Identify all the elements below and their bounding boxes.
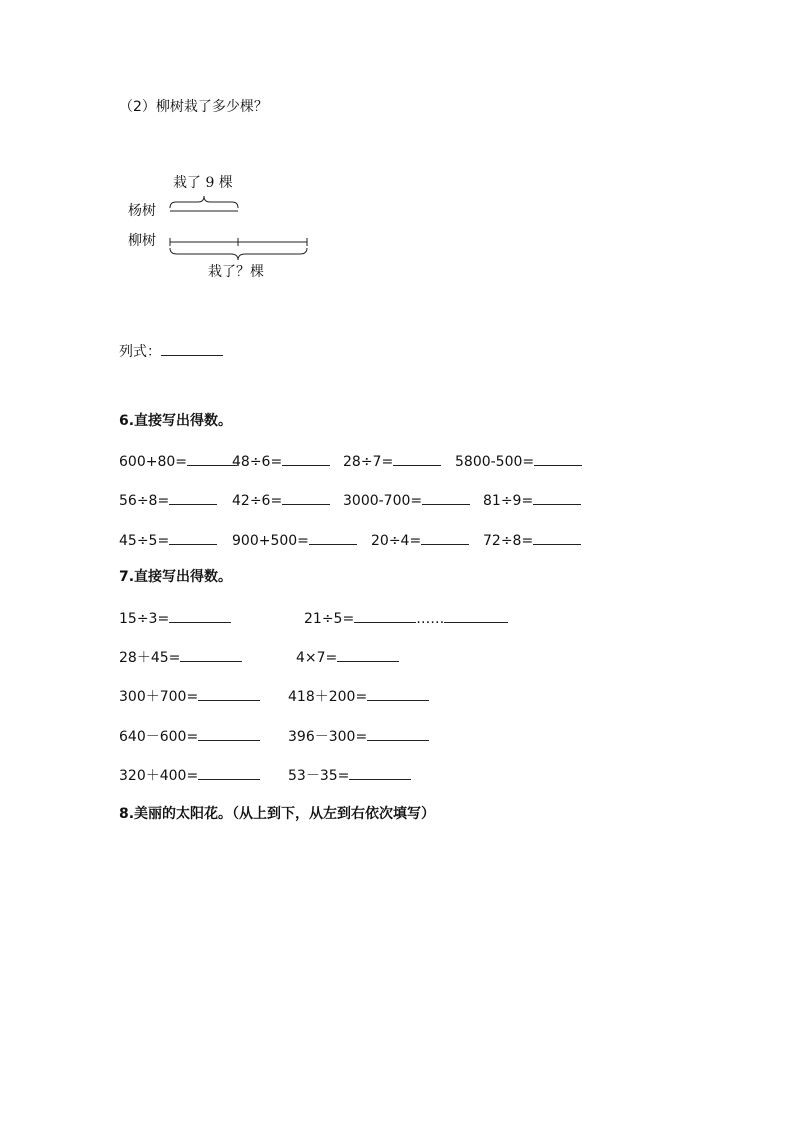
answer-blank[interactable] <box>309 530 357 545</box>
q7-item: 21÷5= …… <box>304 608 508 628</box>
q6-item: 42÷6= <box>232 490 330 510</box>
q7-item: 4×7= <box>296 647 399 667</box>
q6-item: 3000-700= <box>343 490 470 510</box>
answer-blank[interactable] <box>282 490 330 505</box>
diagram-bottom-label: 栽了？棵 <box>208 264 264 280</box>
remainder-separator: …… <box>416 611 445 627</box>
answer-blank[interactable] <box>169 490 217 505</box>
answer-blank[interactable] <box>187 451 237 466</box>
answer-blank[interactable] <box>533 530 581 545</box>
answer-blank[interactable] <box>367 726 429 741</box>
q8-title: 8.美丽的太阳花。（从上到下，从左到右依次填写） <box>119 806 436 822</box>
answer-blank[interactable] <box>169 530 217 545</box>
answer-blank[interactable] <box>180 647 242 662</box>
q7-item: 53－35= <box>288 765 411 785</box>
q6-item: 5800-500= <box>455 451 582 471</box>
diagram-top-label: 栽了 9 棵 <box>173 175 233 191</box>
q7-item: 320＋400= <box>119 765 260 785</box>
answer-blank[interactable] <box>198 726 260 741</box>
q6-title: 6.直接写出得数。 <box>119 413 233 429</box>
q6-item: 56÷8= <box>119 490 217 510</box>
answer-blank[interactable] <box>198 765 260 780</box>
answer-blank[interactable] <box>367 686 429 701</box>
q7-item: 15÷3= <box>119 608 231 628</box>
answer-blank[interactable] <box>534 451 582 466</box>
answer-blank[interactable] <box>198 686 260 701</box>
answer-blank[interactable] <box>282 451 330 466</box>
diagram-row2-label: 柳树 <box>128 233 156 249</box>
formula-answer-blank[interactable] <box>161 341 223 356</box>
q7-item: 418＋200= <box>288 686 429 706</box>
answer-blank[interactable] <box>533 490 581 505</box>
bottom-brace <box>170 248 307 260</box>
q7-item: 396－300= <box>288 726 429 746</box>
answer-blank[interactable] <box>421 530 469 545</box>
answer-blank[interactable] <box>337 647 399 662</box>
answer-blank[interactable] <box>169 608 231 623</box>
quotient-blank[interactable] <box>354 608 416 623</box>
answer-blank[interactable] <box>349 765 411 780</box>
q6-item: 81÷9= <box>483 490 581 510</box>
q6-item: 600+80= <box>119 451 237 471</box>
q6-item: 72÷8= <box>483 530 581 550</box>
q7-item: 28＋45= <box>119 647 242 667</box>
q6-item: 45÷5= <box>119 530 217 550</box>
remainder-blank[interactable] <box>444 608 508 623</box>
q7-item: 300＋700= <box>119 686 260 706</box>
q7-item: 640－600= <box>119 726 260 746</box>
q6-item: 900+500= <box>232 530 357 550</box>
top-brace <box>170 196 238 208</box>
answer-blank[interactable] <box>422 490 470 505</box>
formula-label: 列式： <box>119 344 161 360</box>
q6-item: 28÷7= <box>343 451 441 471</box>
q7-title: 7.直接写出得数。 <box>119 569 233 585</box>
formula-line <box>119 341 223 361</box>
diagram-row1-label: 杨树 <box>128 203 156 219</box>
sub-question-text: （2）柳树栽了多少棵？ <box>119 99 268 115</box>
tree-diagram <box>120 168 320 292</box>
q6-item: 20÷4= <box>371 530 469 550</box>
q6-item: 48÷6= <box>232 451 330 471</box>
answer-blank[interactable] <box>393 451 441 466</box>
